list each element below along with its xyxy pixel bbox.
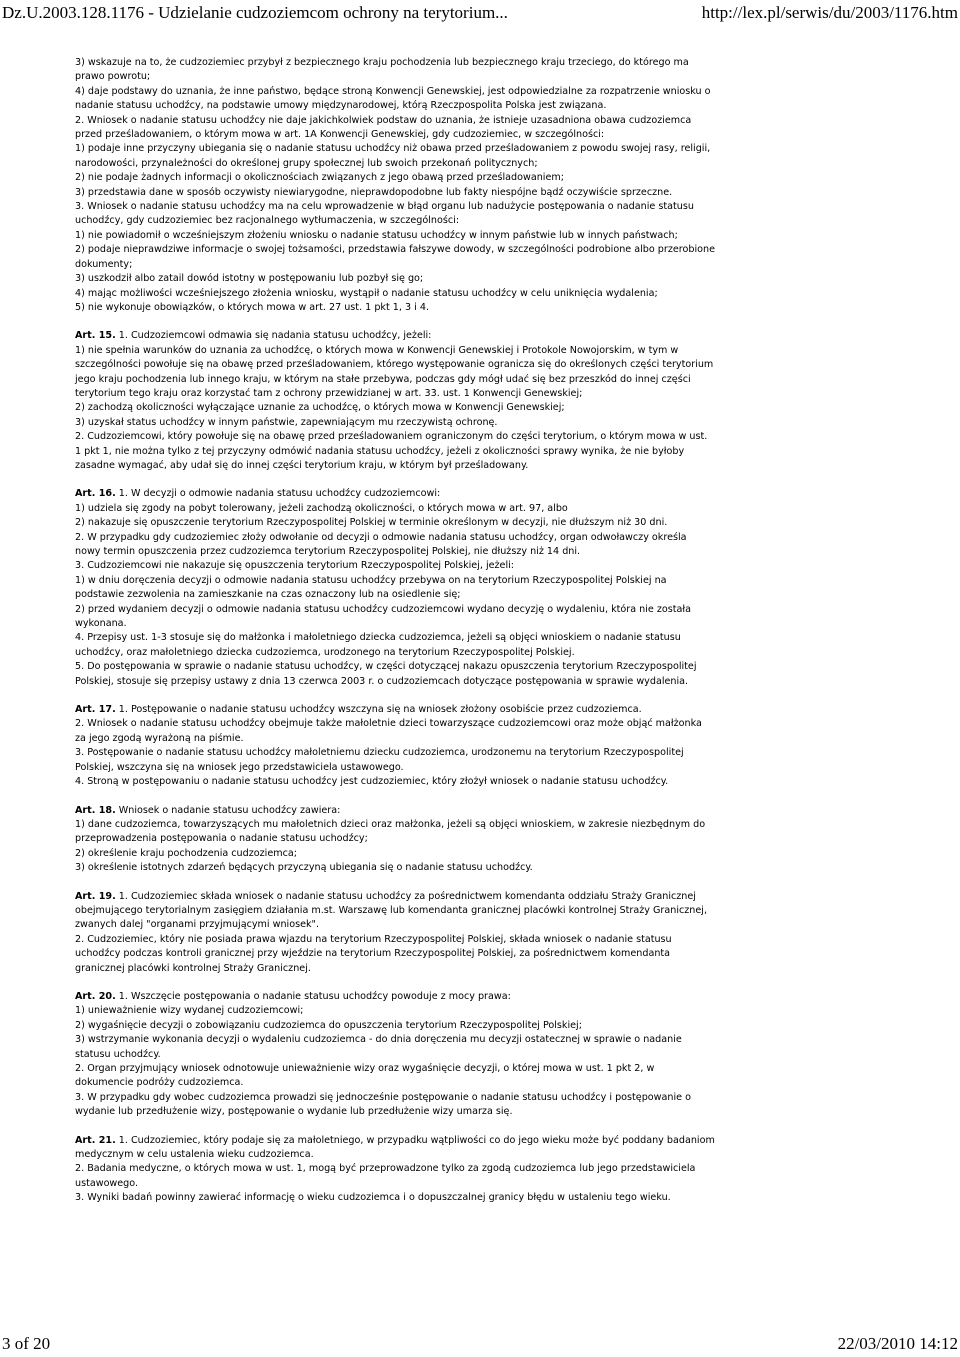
text-paragraph: 1) nie spełnia warunków do uznania za uchodźcę, o których mowa w Konwencji Genewskiej i Protokole Nowojorskim, w tym w szczególności powołuje się na obawę przed prześladowaniem, którego występowanie ogranicza się do określonych części terytorium jego kraju pochodzenia lub innego kraju, w którym na stałe przebywa, podczas gdy mógł udać się bez przeszkód do innej części terytorium tego kraju oraz korzystać tam z ochrony przewidzianej w art. 33. ust. 1 Konwencji Genewskiej;	[75, 344, 714, 399]
text-paragraph: 4) mając możliwości wcześniejszego złożenia wniosku, wystąpił o nadanie statusu uchodźcy w celu uniknięcia wydalenia;	[75, 287, 658, 299]
page-header	[0, 0, 960, 28]
text-paragraph: 3) wskazuje na to, że cudzoziemiec przybył z bezpiecznego kraju pochodzenia lub bezpiecznego kraju trzeciego, do którego ma prawo powrotu;	[75, 57, 689, 83]
text-paragraph: 1) udziela się zgody na pobyt tolerowany, jeżeli zachodzą okoliczności, o których mowa w art. 97, albo	[75, 502, 568, 514]
text-paragraph: 2) nakazuje się opuszczenie terytorium Rzeczypospolitej Polskiej w terminie określonym w decyzji, nie dłuższym niż 30 dni.	[75, 517, 668, 529]
article-text: 1. Wszczęcie postępowania o nadanie statusu uchodźcy powoduje z mocy prawa:	[115, 990, 511, 1002]
text-paragraph: 2. Wniosek o nadanie statusu uchodźcy obejmuje także małoletnie dzieci towarzyszące cudzoziemcowi oraz może objąć małżonka za jego zgodą wyrażoną na piśmie.	[75, 718, 702, 744]
article-text: 1. W decyzji o odmowie nadania statusu uchodźcy cudzoziemcowi:	[115, 488, 441, 500]
text-paragraph: 1) w dniu doręczenia decyzji o odmowie nadania statusu uchodźcy przebywa on na terytorium Rzeczypospolitej Polskiej na podstawie zezwolenia na zamieszkanie na czas oznaczony lub na osiedlenie się;	[75, 574, 667, 601]
document-title: Dz.U.2003.128.1176 - Udzielanie cudzoziemcom ochrony na terytorium...	[2, 3, 508, 22]
paragraph-gap	[75, 315, 715, 329]
text-paragraph: 2) zachodzą okoliczności wyłączające uznanie za uchodźcę, o których mowa w Konwencji Genewskiej;	[75, 402, 565, 414]
text-paragraph: 2. Cudzoziemcowi, który powołuje się na obawę przed prześladowaniem ograniczonym do części terytorium, o którym mowa w ust. 1 pkt 1, nie można tylko z tej przyczyny odmówić nadania statusu uchodźcy, jeżeli z okoliczności sprawy wynika, że nie byłoby zasadne wymagać, aby udał się do innej części terytorium kraju, w którym był prześladowany.	[75, 431, 708, 471]
paragraph-gap	[75, 790, 715, 804]
text-paragraph: 2) określenie kraju pochodzenia cudzoziemca;	[75, 847, 297, 859]
text-paragraph: 2) podaje nieprawdziwe informacje o swojej tożsamości, przedstawia fałszywe dowody, w szczególności podrobione albo przerobione dokumenty;	[75, 244, 715, 270]
document-url: http://lex.pl/serwis/du/2003/1176.htm	[701, 3, 958, 22]
text-paragraph: 1) dane cudzoziemca, towarzyszących mu małoletnich dzieci oraz małżonka, jeżeli są objęci wnioskiem, w zakresie niezbędnym do przeprowadzenia postępowania o nadanie statusu uchodźcy;	[75, 818, 706, 845]
article-paragraph	[75, 329, 715, 343]
article-text: 1. Cudzoziemiec składa wniosek o nadanie statusu uchodźcy za pośrednictwem komendanta oddziału Straży Granicznej obejmującego terytorialnym zasięgiem działania m.st. Warszawę lub komendanta granicznej placówki kontrolnej Straży Granicznej, zwanych dalej "organami przyjmującymi wniosek".	[75, 890, 707, 931]
text-paragraph: 2. Cudzoziemiec, który nie posiada prawa wjazdu na terytorium Rzeczypospolitej Polskiej, składa wniosek o nadanie statusu uchodźcy podczas kontroli granicznej przy wjeździe na terytorium Rzeczypospolitej Polskiej, za pośrednictwem komendanta granicznej placówki kontrolnej Straży Granicznej.	[75, 933, 672, 974]
article-number: Art. 17.	[75, 704, 116, 716]
paragraph-gap	[75, 689, 715, 703]
text-paragraph: 3. Wyniki badań powinny zawierać informację o wieku cudzoziemca i o dopuszczalnej granicy błędu w ustaleniu tego wieku.	[75, 1192, 671, 1204]
article-number: Art. 19.	[75, 890, 116, 902]
print-datetime: 22/03/2010 14:12	[837, 1334, 958, 1353]
paragraph-gap	[75, 473, 715, 487]
text-paragraph: 3. Cudzoziemcowi nie nakazuje się opuszczenia terytorium Rzeczypospolitej Polskiej, jeżeli:	[75, 560, 515, 572]
text-paragraph: 2. Badania medyczne, o których mowa w ust. 1, mogą być przeprowadzone tylko za zgodą cudzoziemca lub jego przedstawiciela ustawowego.	[75, 1163, 696, 1189]
article-text: Wniosek o nadanie statusu uchodźcy zawiera:	[115, 804, 341, 816]
text-paragraph: 5. Do postępowania w sprawie o nadanie statusu uchodźcy, w części dotyczącej nakazu opuszczenia terytorium Rzeczypospolitej Polskiej, stosuje się przepisy ustawy z dnia 13 czerwca 2003 r. o cudzoziemcach dotyczące postępowania w sprawie wydalenia.	[75, 661, 697, 687]
paragraph-gap	[75, 876, 715, 890]
text-paragraph: 4) daje podstawy do uznania, że inne państwo, będące stroną Konwencji Genewskiej, jest odpowiedzialne za rozpatrzenie wniosku o nadanie statusu uchodźcy, na podstawie umowy międzynarodowej, którą Rzeczpospolita Polska jest związana.	[75, 85, 711, 112]
text-paragraph: 3) uszkodził albo zatail dowód istotny w postępowaniu lub pozbył się go;	[75, 273, 424, 285]
text-paragraph: 3) określenie istotnych zdarzeń będących przyczyną ubiegania się o nadanie statusu uchodźcy.	[75, 862, 533, 874]
article-paragraph	[75, 890, 715, 933]
article-text: 1. Cudzoziemiec, który podaje się za małoletniego, w przypadku wątpliwości co do jego wieku może być poddany badaniom medycznym w celu ustalenia wieku cudzoziemca.	[75, 1134, 715, 1161]
text-paragraph: 2) nie podaje żadnych informacji o okolicznościach związanych z jego obawą przed prześladowaniem;	[75, 172, 564, 184]
text-paragraph: 5) nie wykonuje obowiązków, o których mowa w art. 27 ust. 1 pkt 1, 3 i 4.	[75, 301, 429, 313]
article-paragraph	[75, 804, 715, 818]
text-paragraph: 4. Stroną w postępowaniu o nadanie statusu uchodźcy jest cudzoziemiec, który złożył wniosek o nadanie statusu uchodźcy.	[75, 776, 669, 788]
article-paragraph	[75, 703, 715, 717]
text-paragraph: 2) wygaśnięcie decyzji o zobowiązaniu cudzoziemca do opuszczenia terytorium Rzeczypospolitej Polskiej;	[75, 1019, 582, 1031]
document-body	[75, 56, 715, 1206]
text-paragraph: 1) podaje inne przyczyny ubiegania się o nadanie statusu uchodźcy niż obawa przed prześladowaniem z powodu swojej rasy, religii, narodowości, przynależności do określonej grupy społecznej lub swoich przekonań politycznych;	[75, 143, 711, 169]
text-paragraph: 2) przed wydaniem decyzji o odmowie nadania statusu uchodźcy cudzoziemcowi wydano decyzję o wydaleniu, która nie została wykonana.	[75, 603, 692, 630]
article-paragraph	[75, 990, 715, 1004]
article-number: Art. 16.	[75, 488, 116, 500]
text-paragraph: 3. Wniosek o nadanie statusu uchodźcy ma na celu wprowadzenie w błąd organu lub nadużycie postępowania o nadanie statusu uchodźcy, gdy cudzoziemiec bez racjonalnego wytłumaczenia, w szczególności:	[75, 201, 694, 227]
text-paragraph: 3. W przypadku gdy wobec cudzoziemca prowadzi się jednocześnie postępowanie o nadanie statusu uchodźcy i postępowanie o wydanie lub przedłużenie wizy, postępowanie o wydanie lub przedłużenie wizy umarza się.	[75, 1091, 691, 1118]
text-paragraph: 3) wstrzymanie wykonania decyzji o wydaleniu cudzoziemca - do dnia doręczenia mu decyzji ostatecznej w sprawie o nadanie statusu uchodźcy.	[75, 1034, 682, 1060]
paragraph-gap	[75, 1120, 715, 1134]
text-paragraph: 3. Postępowanie o nadanie statusu uchodźcy małoletniemu dziecku cudzoziemca, urodzonemu na terytorium Rzeczypospolitej Polskiej, wszczyna się na wniosek jego przedstawiciela ustawowego.	[75, 747, 684, 773]
article-number: Art. 18.	[75, 804, 116, 816]
text-paragraph: 1) nie powiadomił o wcześniejszym złożeniu wniosku o nadanie statusu uchodźcy w innym państwie lub w innych państwach;	[75, 229, 678, 241]
text-paragraph: 4. Przepisy ust. 1-3 stosuje się do małżonka i małoletniego dziecka cudzoziemca, jeżeli są objęci wnioskiem o nadanie statusu uchodźcy, oraz małoletniego dziecka cudzoziemca, urodzonego na terytorium Rzeczypospolitej Polskiej.	[75, 632, 681, 658]
text-paragraph: 2. W przypadku gdy cudzoziemiec złoży odwołanie od decyzji o odmowie nadania statusu uchodźcy, organ odwoławczy określa nowy termin opuszczenia przez cudzoziemca terytorium Rzeczypospolitej Polskiej, nie dłuższy niż 14 dni.	[75, 531, 687, 557]
page-counter: 3 of 20	[2, 1334, 51, 1353]
text-paragraph: 1) unieważnienie wizy wydanej cudzoziemcowi;	[75, 1005, 304, 1017]
article-text: 1. Postępowanie o nadanie statusu uchodźcy wszczyna się na wniosek złożony osobiście przez cudzoziemca.	[115, 704, 642, 716]
text-paragraph: 3) przedstawia dane w sposób oczywisty niewiarygodne, nieprawdopodobne lub fakty niespójne bądź oczywiście sprzeczne.	[75, 186, 673, 198]
text-paragraph: 2. Wniosek o nadanie statusu uchodźcy nie daje jakichkolwiek podstaw do uznania, że istnieje uzasadniona obawa cudzoziemca przed prześladowaniem, o którym mowa w art. 1A Konwencji Genewskiej, gdy cudzoziemiec, w szczególności:	[75, 114, 692, 141]
text-paragraph: 2. Organ przyjmujący wniosek odnotowuje unieważnienie wizy oraz wygaśnięcie decyzji, o której mowa w ust. 1 pkt 2, w dokumencie podróży cudzoziemca.	[75, 1063, 655, 1089]
page-footer	[0, 1333, 960, 1357]
article-number: Art. 20.	[75, 990, 116, 1002]
article-paragraph	[75, 487, 715, 501]
article-number: Art. 21.	[75, 1134, 116, 1146]
article-paragraph	[75, 1134, 715, 1163]
article-number: Art. 15.	[75, 330, 116, 342]
article-text: 1. Cudzoziemcowi odmawia się nadania statusu uchodźcy, jeżeli:	[115, 330, 432, 342]
text-paragraph: 3) uzyskał status uchodźcy w innym państwie, zapewniającym mu rzeczywistą ochronę.	[75, 416, 498, 428]
paragraph-gap	[75, 976, 715, 990]
